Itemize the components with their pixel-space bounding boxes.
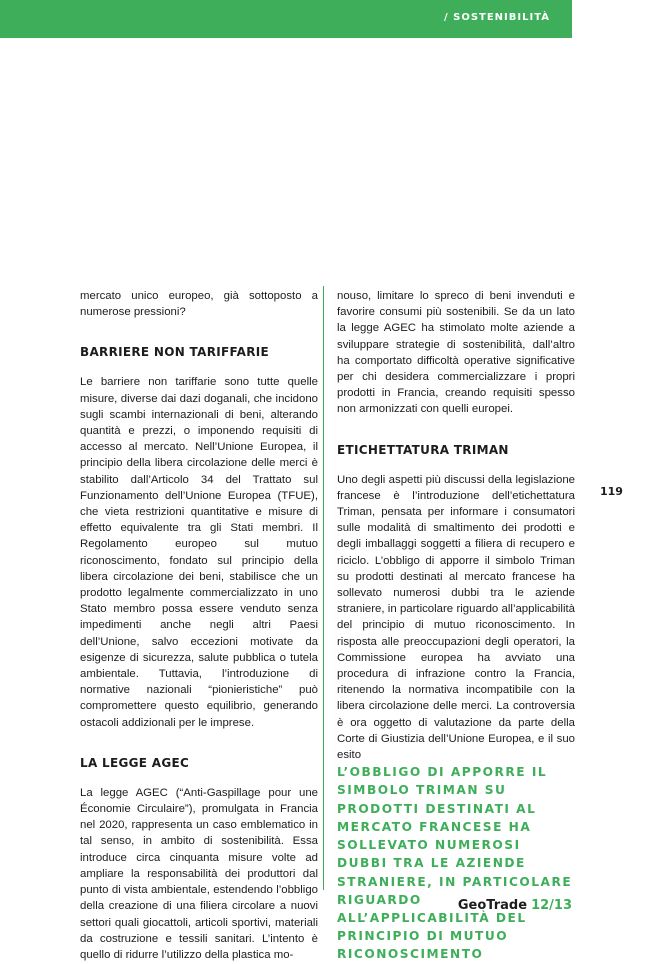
footer-brand: GeoTrade [457,898,528,913]
paragraph-barriere: Le barriere non tariffarie sono tutte quelle misure, diverse dai dazi doganali, che incidono sugli scambi internazionali di beni, alterando quantità e prezzi, o imponendo requisiti di accesso al mercato. Nell’Unione Europea, il principio della libera circolazione delle merci è stabilito dall’Articolo 34 del Trattato sul Funzionamento dell’Unione Europea (TFUE), che vieta restrizioni quantitative e misure di effetto equivalente tra gli Stati membri. Il Regolamento europeo sul mutuo riconoscimento, fondato sul principio della libera circolazione dei beni, stabilisce che un prodotto legalmente commercializzato in uno Stato membro possa essere venduto senza impedimenti anche negli altri Paesi dell’Unione, salvo eccezioni motivate da esigenze di sicurezza, salute pubblica o tutela ambientale. Tuttavia, l’introduzione di normative nazionali “pionieristiche” può compromettere questo equilibrio, generando ostacoli addizionali per le imprese. [80,376,318,729]
paragraph-legge-agec: La legge AGEC (“Anti-Gaspillage pour une Économie Circulaire”), promulgata in Francia nel 2020, rappresenta un caso emblematico in tal senso, in ambito di sostenibilità. Essa introduce circa cinquanta misure volte ad ampliare la responsabilità dei produttori dal punto di vista ambientale, estendendo l’obbligo della creazione di una filiera circolare a nuovi settori quali giocattoli, articoli sportivi, materiali da costruzione e tessili sanitari. L’intento è quello di ridurre l’utilizzo della plastica mo- [80,786,318,961]
page-number: 119 [600,485,623,498]
right-column [337,288,575,964]
paragraph-triman: Uno degli aspetti più discussi della legislazione francese è l’introduzione dell’etichettatura Triman, pensata per informare i consumatori sulle modalità di smaltimento dei prodotti e degli imballaggi soggetti a filiera di recupero e riciclo. L’obbligo di apporre il simbolo Triman su prodotti destinati al mercato francese ha sollevato numerosi dubbi tra le aziende straniere, in particolare riguardo all’applicabilità del principio di mutuo riconoscimento. In risposta alle preoccupazioni degli operatori, la Commissione europea ha avviato una procedura di infrazione contro la Francia, ritenendo la normativa incompatibile con la libera circolazione delle merci. La controversia è ora oggetto di valutazione da parte della Corte di Giustizia dell’Unione Europea, e il suo esito [337,473,575,762]
section-label: / SOSTENIBILITÀ [443,12,550,23]
paragraph-continuation: nouso, limitare lo spreco di beni invenduti e favorire consumi più sostenibili. Se da un lato la legge AGEC ha stimolato molte aziende a sviluppare strategie di sostenibilità, dall’altro ha comportato difficoltà operative significative per chi desidera commercializzare i propri prodotti in Francia, creando requisiti spesso non armonizzati con quelli europei. [337,290,575,416]
left-column [80,288,318,963]
heading-legge-agec: LA LEGGE AGEC [80,755,190,770]
pull-quote: L’OBBLIGO DI APPORRE IL SIMBOLO TRIMAN SU PRODOTTI DESTINATI AL MERCATO FRANCESE HA SOLLEVATO NUMEROSI DUBBI TRA LE AZIENDE STRANIERE, IN PARTICOLARE RIGUARDO ALL’APPLICABILITÀ DEL PRINCIPIO DI MUTUO RICONOSCIMENTO [337,765,573,962]
column-divider [323,286,324,890]
footer [458,898,572,913]
heading-barriere: BARRIERE NON TARIFFARIE [80,345,270,360]
footer-issue: 12/13 [531,898,572,913]
heading-triman: ETICHETTATURA TRIMAN [337,442,509,457]
section-header-bar [0,0,572,38]
intro-paragraph: mercato unico europeo, già sottoposto a numerose pressioni? [80,290,318,319]
